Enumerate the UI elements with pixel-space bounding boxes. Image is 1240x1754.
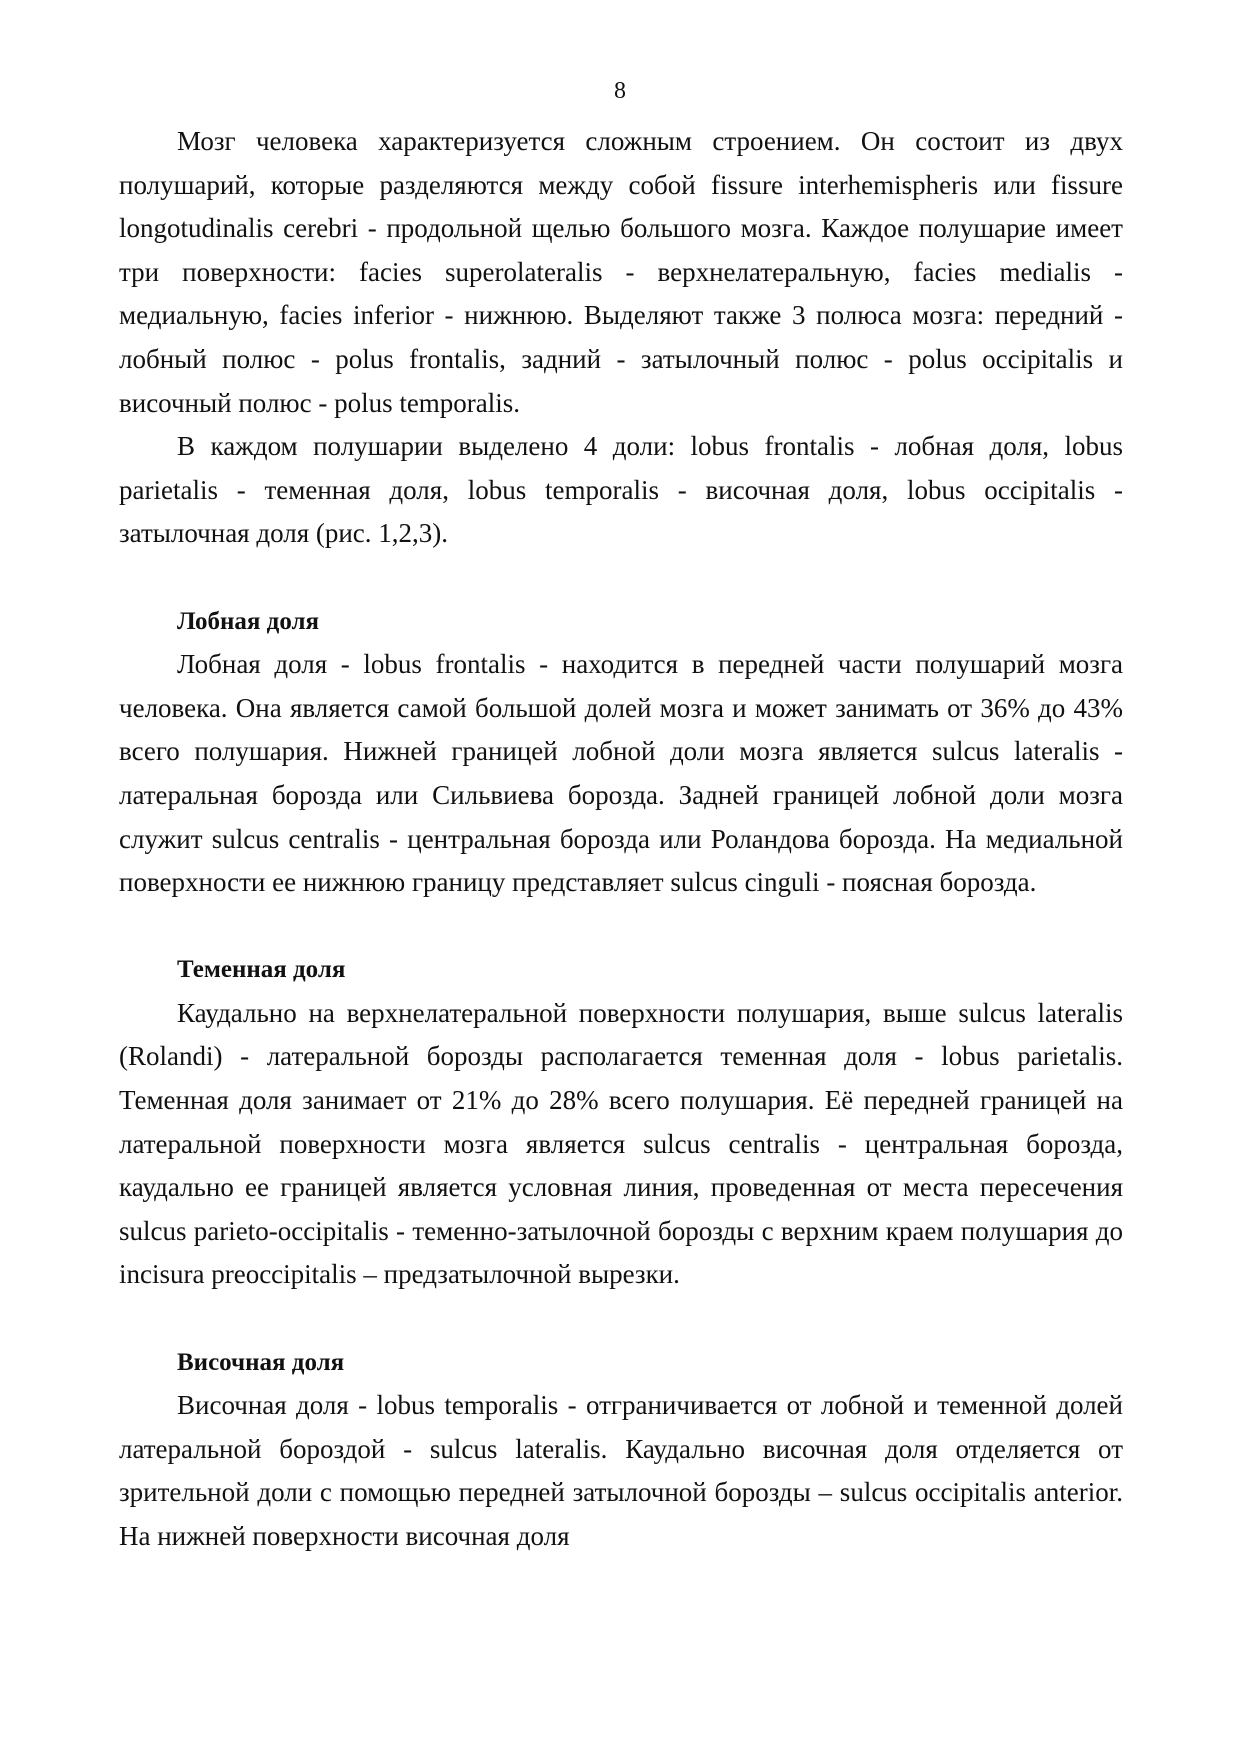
section-spacer [119, 1297, 1123, 1341]
section-heading-temporal: Височная доля [177, 1348, 345, 1376]
section-temporal-lobe [119, 1341, 1123, 1559]
page-number: 8 [614, 78, 626, 104]
section-parietal-lobe [119, 948, 1123, 1297]
intro-paragraph-2: В каждом полушарии выделено 4 доли: lobus frontalis - лобная доля, lobus parietalis - теменная доля, lobus temporalis - височная доля, lobus occipitalis - затылочная доля (рис. 1,2,3). [119, 431, 1123, 549]
section-heading-parietal: Теменная доля [177, 956, 346, 984]
section-text-frontal: Лобная доля - lobus frontalis - находится в передней части полушарий мозга человека. Она является самой большой долей мозга и может занимать от 36% до 43% всего полушария. Нижней границей лобной доли мозга является sulcus lateralis - латеральная борозда или Сильвиева борозда. Задней границей лобной доли мозга служит sulcus centralis - центральная борозда или Роландова борозда. На медиальной поверхности ее нижнюю границу представляет sulcus cinguli - поясная борозда. [119, 649, 1123, 898]
section-spacer [119, 905, 1123, 949]
intro-paragraph-1: Мозг человека характеризуется сложным строением. Он состоит из двух полушарий, которые разделяются между собой fissure interhemispheris или fissure longotudinalis cerebri - продольной щелью большого мозга. Каждое полушарие имеет три поверхности: facies superolateralis - верхнелатеральную, facies medialis - медиальную, facies inferior - нижнюю. Выделяют также 3 полюса мозга: передний - лобный полюс - polus frontalis, задний - затылочный полюс - polus occipitalis и височный полюс - polus temporalis. [119, 126, 1123, 418]
section-heading-frontal: Лобная доля [177, 607, 320, 635]
page-body [119, 120, 1123, 1559]
section-spacer [119, 556, 1123, 600]
section-frontal-lobe [119, 600, 1123, 905]
section-text-temporal: Височная доля - lobus temporalis - отграничивается от лобной и теменной долей латеральной бороздой - sulcus lateralis. Каудально височная доля отделяется от зрительной доли с помощью передней затылочной борозды – sulcus occipitalis anterior. На нижней поверхности височная доля [119, 1390, 1123, 1551]
section-text-parietal: Каудально на верхнелатеральной поверхности полушария, выше sulcus lateralis (Rolandi) - латеральной борозды располагается теменная доля - lobus parietalis. Теменная доля занимает от 21% до 28% всего полушария. Её передней границей на латеральной поверхности мозга является sulcus centralis - центральная борозда, каудально ее границей является условная линия, проведенная от места пересечения sulcus parieto-occipitalis - теменно-затылочной борозды с верхним краем полушария до incisura preoccipitalis – предзатылочной вырезки. [119, 997, 1123, 1290]
